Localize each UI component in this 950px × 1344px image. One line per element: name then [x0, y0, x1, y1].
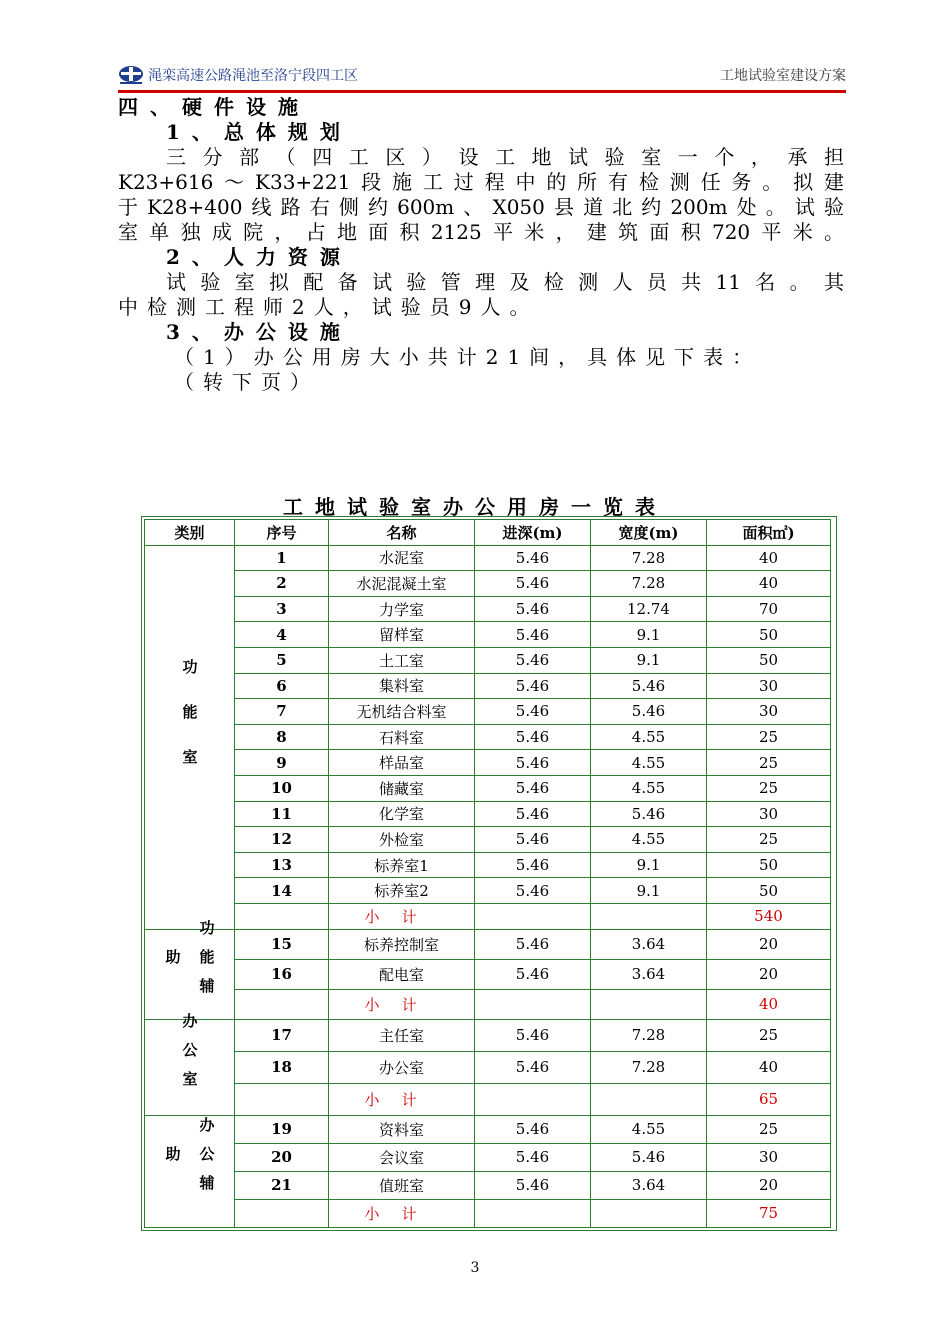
- subtotal-index-empty: [235, 1083, 329, 1115]
- room-width: 3.64: [591, 959, 707, 989]
- subtotal-label: 小计: [329, 1199, 475, 1227]
- subtotal-depth-empty: [475, 903, 591, 929]
- table-row: [145, 878, 831, 904]
- table-row: [145, 571, 831, 597]
- row-index: 6: [235, 673, 329, 699]
- room-name: 资料室: [329, 1115, 475, 1143]
- subtotal-index-empty: [235, 903, 329, 929]
- col-header-index: 序号: [235, 520, 329, 546]
- room-depth: 5.46: [475, 929, 591, 959]
- table-row: [145, 959, 831, 989]
- room-depth: 5.46: [475, 801, 591, 827]
- table-row: [145, 775, 831, 801]
- room-area: 30: [707, 1143, 831, 1171]
- table-row: [145, 750, 831, 776]
- subtotal-row: [145, 1083, 831, 1115]
- table-body: [145, 545, 831, 1227]
- room-area: 50: [707, 622, 831, 648]
- room-depth: 5.46: [475, 571, 591, 597]
- room-depth: 5.46: [475, 596, 591, 622]
- row-index: 18: [235, 1051, 329, 1083]
- room-area: 20: [707, 1171, 831, 1199]
- col-header-width: 宽度(m): [591, 520, 707, 546]
- row-index: 12: [235, 827, 329, 853]
- room-width: 4.55: [591, 750, 707, 776]
- category-label: 功能室: [180, 658, 199, 794]
- row-index: 1: [235, 545, 329, 571]
- room-area: 30: [707, 801, 831, 827]
- room-area: 20: [707, 959, 831, 989]
- row-index: 21: [235, 1171, 329, 1199]
- subtotal-label: 小计: [329, 1083, 475, 1115]
- subtotal-area: 40: [707, 989, 831, 1019]
- room-width: 3.64: [591, 1171, 707, 1199]
- room-depth: 5.46: [475, 1019, 591, 1051]
- subtotal-width-empty: [591, 1083, 707, 1115]
- subtotal-row: [145, 1199, 831, 1227]
- subtotal-depth-empty: [475, 1199, 591, 1227]
- room-depth: 5.46: [475, 1051, 591, 1083]
- row-index: 3: [235, 596, 329, 622]
- room-area: 40: [707, 1051, 831, 1083]
- category-cell: [145, 545, 235, 929]
- room-depth: 5.46: [475, 545, 591, 571]
- room-width: 4.55: [591, 724, 707, 750]
- room-area: 25: [707, 775, 831, 801]
- room-name: 标养室1: [329, 852, 475, 878]
- room-name: 水泥混凝土室: [329, 571, 475, 597]
- room-name: 水泥室: [329, 545, 475, 571]
- category-cell: [145, 919, 235, 1019]
- room-name: 储藏室: [329, 775, 475, 801]
- subtotal-depth-empty: [475, 1083, 591, 1115]
- room-name: 标养室2: [329, 878, 475, 904]
- room-area: 50: [707, 878, 831, 904]
- header-document-title: 工地试验室建设方案: [720, 68, 846, 84]
- room-depth: 5.46: [475, 1171, 591, 1199]
- company-logo-icon: [118, 65, 144, 85]
- category-cell: [145, 1115, 235, 1227]
- room-area: 30: [707, 673, 831, 699]
- row-index: 19: [235, 1115, 329, 1143]
- room-area: 70: [707, 596, 831, 622]
- room-name: 标养控制室: [329, 929, 475, 959]
- table-header-row: [145, 520, 831, 546]
- room-name: 留样室: [329, 622, 475, 648]
- room-depth: 5.46: [475, 673, 591, 699]
- room-name: 配电室: [329, 959, 475, 989]
- paragraph-1-line-1: 三分部（四工区）设工地试验室一个，承担: [166, 145, 844, 169]
- table-row: [145, 1019, 831, 1051]
- room-name: 化学室: [329, 801, 475, 827]
- row-index: 16: [235, 959, 329, 989]
- subtotal-area: 75: [707, 1199, 831, 1227]
- room-width: 7.28: [591, 1051, 707, 1083]
- page-number: 3: [470, 1260, 480, 1276]
- room-width: 7.28: [591, 1019, 707, 1051]
- col-header-name: 名称: [329, 520, 475, 546]
- table-row: [145, 596, 831, 622]
- paragraph-1-line-2: K23+616～K33+221段施工过程中的所有检测任务。拟建: [118, 170, 844, 194]
- page-header: [118, 62, 846, 93]
- room-width: 9.1: [591, 878, 707, 904]
- room-name: 外检室: [329, 827, 475, 853]
- row-index: 4: [235, 622, 329, 648]
- rooms-table-frame: [141, 516, 837, 1231]
- room-depth: 5.46: [475, 724, 591, 750]
- category-label: 办公辅助: [163, 1116, 216, 1204]
- table-row: [145, 1143, 831, 1171]
- subtotal-area: 540: [707, 903, 831, 929]
- row-index: 15: [235, 929, 329, 959]
- table-row: [145, 1115, 831, 1143]
- room-area: 40: [707, 571, 831, 597]
- subtotal-depth-empty: [475, 989, 591, 1019]
- header-project-name: 渑栾高速公路渑池至洛宁段四工区: [148, 68, 358, 84]
- room-width: 5.46: [591, 801, 707, 827]
- row-index: 8: [235, 724, 329, 750]
- room-area: 25: [707, 1019, 831, 1051]
- room-width: 9.1: [591, 647, 707, 673]
- room-area: 50: [707, 647, 831, 673]
- room-width: 4.55: [591, 775, 707, 801]
- room-name: 样品室: [329, 750, 475, 776]
- room-width: 5.46: [591, 699, 707, 725]
- room-depth: 5.46: [475, 699, 591, 725]
- subtotal-index-empty: [235, 989, 329, 1019]
- room-area: 25: [707, 724, 831, 750]
- table-row: [145, 622, 831, 648]
- paragraph-3-line-1: （1）办公用房大小共计21间，具体见下表：: [174, 345, 762, 369]
- room-depth: 5.46: [475, 1115, 591, 1143]
- row-index: 14: [235, 878, 329, 904]
- table-row: [145, 724, 831, 750]
- section-heading-4-3: 3、办公设施: [166, 320, 352, 344]
- section-heading-4-2: 2、人力资源: [166, 245, 352, 269]
- subtotal-label: 小计: [329, 903, 475, 929]
- row-index: 20: [235, 1143, 329, 1171]
- room-name: 集料室: [329, 673, 475, 699]
- room-width: 4.55: [591, 827, 707, 853]
- subtotal-row: [145, 989, 831, 1019]
- section-heading-4-1: 1、总体规划: [166, 120, 352, 144]
- table-row: [145, 699, 831, 725]
- table-row: [145, 673, 831, 699]
- subtotal-label: 小计: [329, 989, 475, 1019]
- row-index: 7: [235, 699, 329, 725]
- room-width: 3.64: [591, 929, 707, 959]
- room-depth: 5.46: [475, 827, 591, 853]
- room-area: 50: [707, 852, 831, 878]
- paragraph-2-line-1: 试验室拟配备试验管理及检测人员共11名。其: [166, 270, 844, 294]
- subtotal-row: [145, 903, 831, 929]
- room-name: 土工室: [329, 647, 475, 673]
- table-row: [145, 545, 831, 571]
- table-row: [145, 801, 831, 827]
- room-name: 无机结合料室: [329, 699, 475, 725]
- room-depth: 5.46: [475, 750, 591, 776]
- row-index: 2: [235, 571, 329, 597]
- rooms-table: [144, 519, 831, 1228]
- room-width: 9.1: [591, 852, 707, 878]
- row-index: 9: [235, 750, 329, 776]
- paragraph-3-line-2: （转下页）: [174, 370, 319, 394]
- room-depth: 5.46: [475, 852, 591, 878]
- room-area: 40: [707, 545, 831, 571]
- row-index: 5: [235, 647, 329, 673]
- room-name: 石料室: [329, 724, 475, 750]
- room-area: 25: [707, 1115, 831, 1143]
- category-label: 功能辅助: [163, 919, 216, 1007]
- room-depth: 5.46: [475, 647, 591, 673]
- room-width: 5.46: [591, 1143, 707, 1171]
- room-area: 25: [707, 750, 831, 776]
- table-row: [145, 852, 831, 878]
- room-name: 主任室: [329, 1019, 475, 1051]
- room-depth: 5.46: [475, 622, 591, 648]
- paragraph-1-line-3: 于K28+400线路右侧约600m、X050县道北约200m处。试验: [118, 195, 844, 219]
- room-area: 20: [707, 929, 831, 959]
- row-index: 13: [235, 852, 329, 878]
- category-cell: [145, 1012, 235, 1115]
- paragraph-2-line-2: 中检测工程师2人，试验员9人。: [118, 295, 539, 319]
- row-index: 17: [235, 1019, 329, 1051]
- room-name: 会议室: [329, 1143, 475, 1171]
- table-row: [145, 929, 831, 959]
- room-width: 9.1: [591, 622, 707, 648]
- room-area: 30: [707, 699, 831, 725]
- category-label: 办公室: [180, 1012, 199, 1100]
- col-header-category: 类别: [145, 520, 235, 546]
- room-area: 25: [707, 827, 831, 853]
- room-name: 值班室: [329, 1171, 475, 1199]
- room-name: 办公室: [329, 1051, 475, 1083]
- col-header-depth: 进深(m): [475, 520, 591, 546]
- room-width: 12.74: [591, 596, 707, 622]
- document-body: [118, 95, 844, 395]
- room-width: 4.55: [591, 1115, 707, 1143]
- table-title: 工地试验室办公用房一览表: [283, 495, 667, 519]
- subtotal-width-empty: [591, 1199, 707, 1227]
- room-depth: 5.46: [475, 775, 591, 801]
- subtotal-area: 65: [707, 1083, 831, 1115]
- col-header-area: 面积㎡): [707, 520, 831, 546]
- room-depth: 5.46: [475, 1143, 591, 1171]
- subtotal-index-empty: [235, 1199, 329, 1227]
- room-width: 7.28: [591, 571, 707, 597]
- paragraph-1-line-4: 室单独成院，占地面积2125平米，建筑面积720平米。: [118, 220, 844, 244]
- row-index: 10: [235, 775, 329, 801]
- room-width: 7.28: [591, 545, 707, 571]
- table-row: [145, 647, 831, 673]
- room-name: 力学室: [329, 596, 475, 622]
- room-depth: 5.46: [475, 878, 591, 904]
- table-row: [145, 827, 831, 853]
- room-width: 5.46: [591, 673, 707, 699]
- table-row: [145, 1051, 831, 1083]
- table-row: [145, 1171, 831, 1199]
- subtotal-width-empty: [591, 989, 707, 1019]
- subtotal-width-empty: [591, 903, 707, 929]
- section-heading-4: 四、硬件设施: [118, 95, 310, 119]
- row-index: 11: [235, 801, 329, 827]
- room-depth: 5.46: [475, 959, 591, 989]
